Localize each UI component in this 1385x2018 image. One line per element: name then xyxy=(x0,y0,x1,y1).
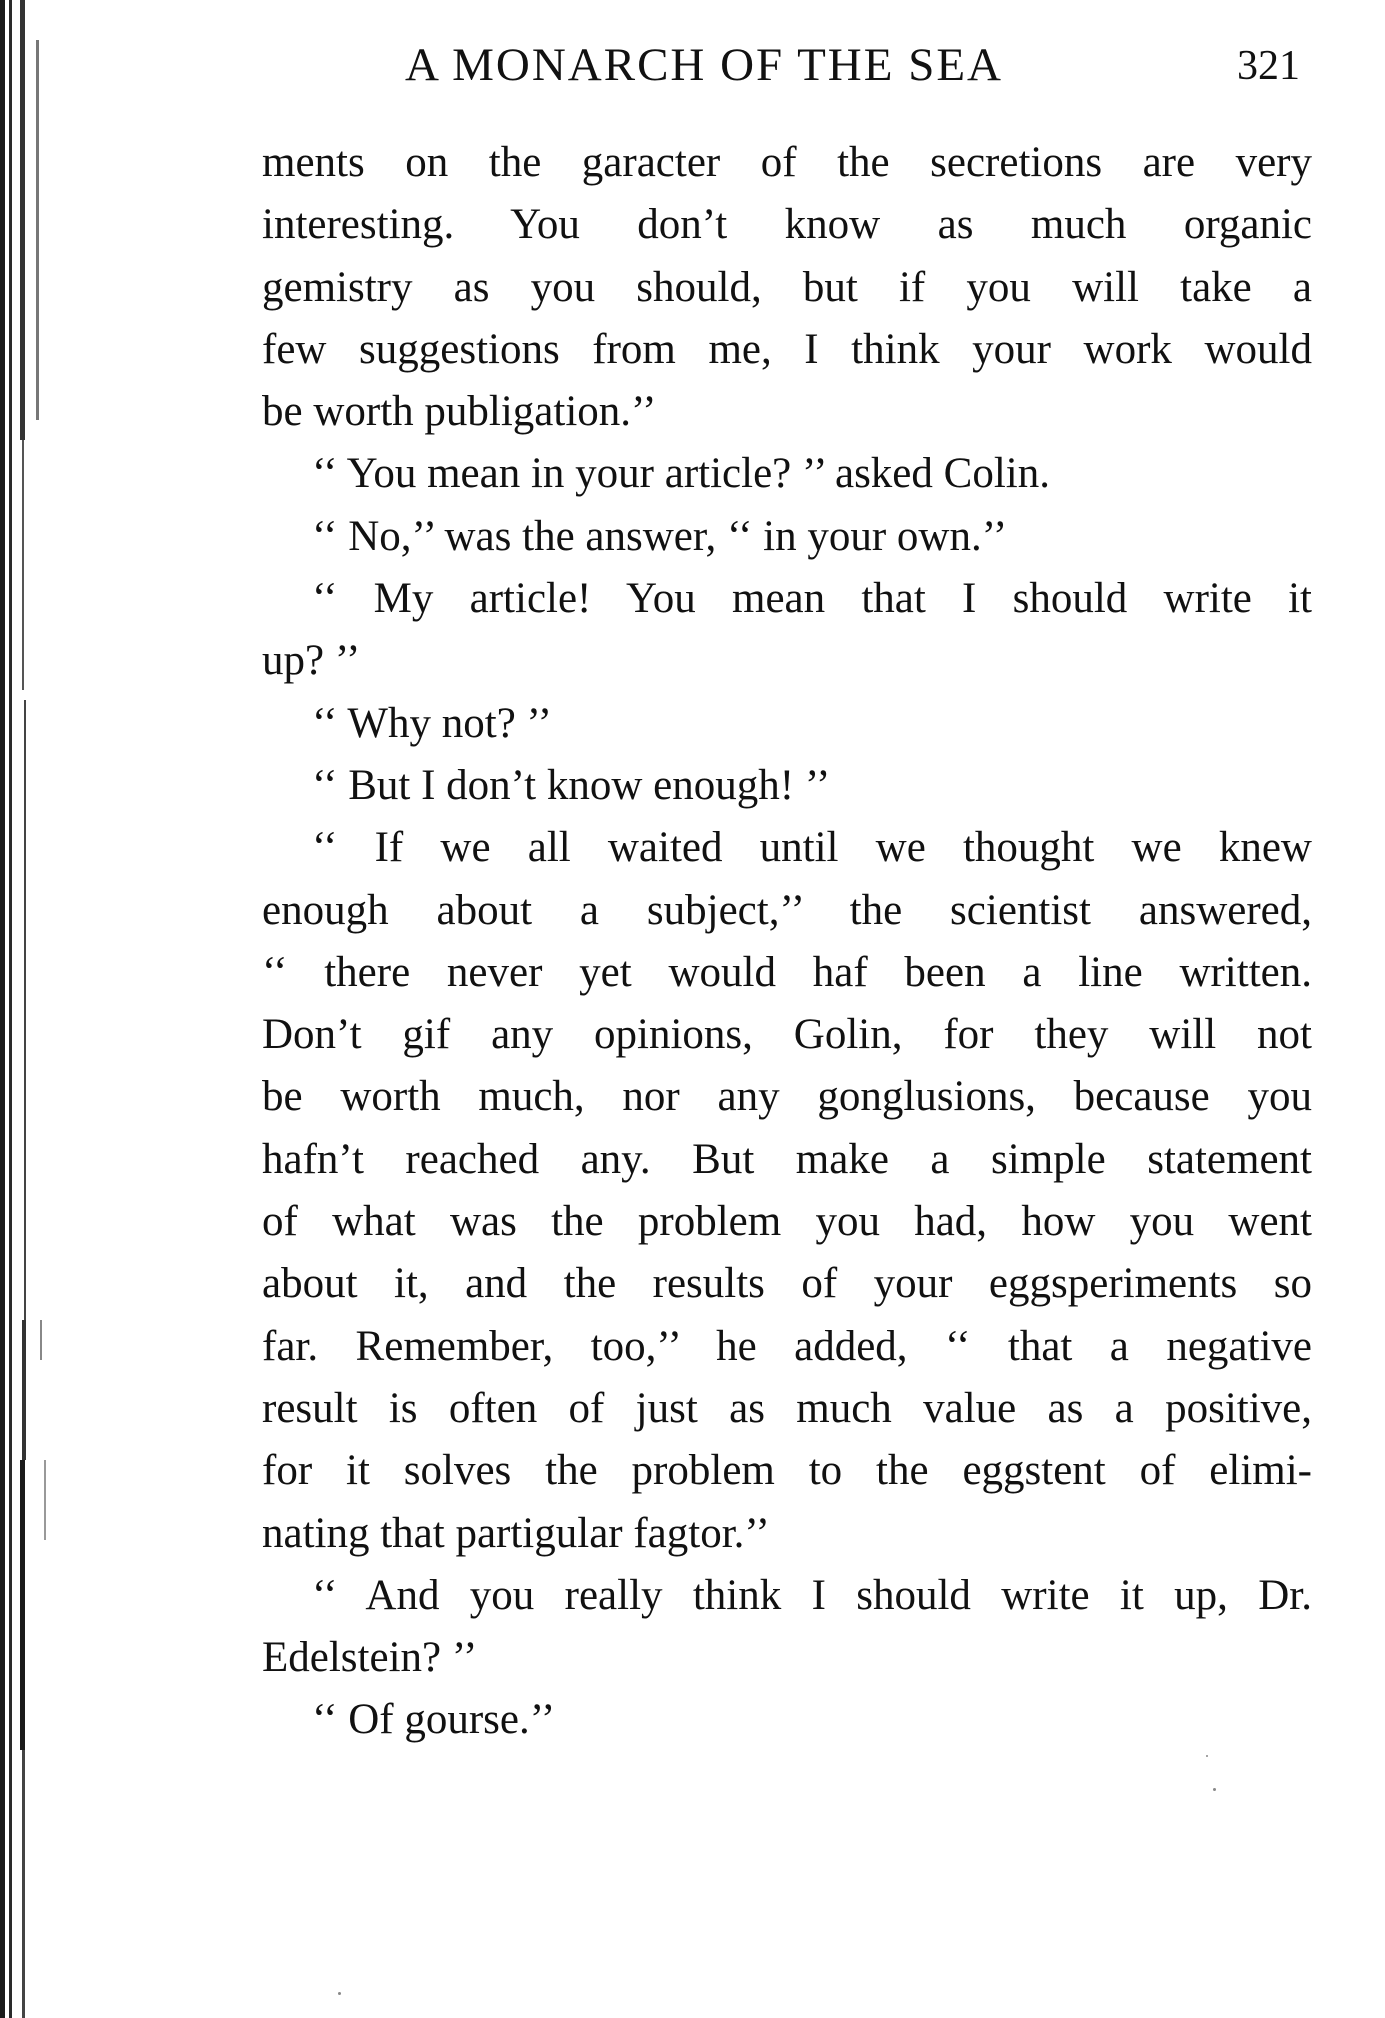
text-line: ‘‘ You mean in your article? ’’ asked Colin. xyxy=(312,450,1050,498)
text-line: Edelstein? ’’ xyxy=(262,1634,478,1682)
binding-edge xyxy=(0,0,70,2018)
page-header xyxy=(405,38,1315,108)
paper-speck xyxy=(338,1992,341,1995)
text-line: ‘‘ If we all waited until we thought we knew xyxy=(312,824,1312,872)
text-line: ‘‘ My article! You mean that I should write it xyxy=(312,575,1312,623)
text-line: ‘‘ But I don’t know enough! ’’ xyxy=(312,761,831,809)
text-line: ments on the garacter of the secretions are very xyxy=(262,139,1312,186)
text-line: interesting. You don’t know as much organic xyxy=(262,201,1312,249)
text-line: ‘‘ Why not? ’’ xyxy=(312,699,552,747)
text-line: ‘‘ No,’’ was the answer, ‘‘ in your own.’’ xyxy=(312,512,1008,560)
running-title: A MONARCH OF THE SEA xyxy=(405,39,1003,91)
text-line: far. Remember, too,’’ he added, ‘‘ that a negative xyxy=(262,1322,1312,1370)
text-line: few suggestions from me, I think your work would xyxy=(262,325,1312,373)
text-line: ‘‘ Of gourse.’’ xyxy=(312,1696,556,1744)
text-line: hafn’t reached any. But make a simple statement xyxy=(262,1135,1312,1183)
paper-speck xyxy=(1206,1755,1208,1757)
text-line: up? ’’ xyxy=(262,637,361,685)
text-line: be worth much, nor any gonglusions, because you xyxy=(262,1073,1312,1121)
text-line: ‘‘ And you really think I should write it up, Dr. xyxy=(312,1571,1312,1619)
page-number: 321 xyxy=(1237,43,1300,89)
text-line: nating that partigular fagtor.’’ xyxy=(262,1509,770,1557)
text-line: about it, and the results of your eggsperiments so xyxy=(262,1260,1312,1308)
paper-speck xyxy=(1213,1788,1216,1791)
text-line: gemistry as you should, but if you will take a xyxy=(262,263,1312,311)
text-line: result is often of just as much value as a positive, xyxy=(262,1384,1312,1432)
text-line: be worth publigation.’’ xyxy=(262,388,657,436)
text-line: Don’t gif any opinions, Golin, for they will not xyxy=(262,1011,1312,1059)
text-line: enough about a subject,’’ the scientist answered, xyxy=(262,886,1312,934)
text-line: of what was the problem you had, how you went xyxy=(262,1198,1312,1246)
text-line: ‘‘ there never yet would haf been a line written. xyxy=(262,948,1312,996)
body-text xyxy=(262,132,1312,1752)
text-line: for it solves the problem to the eggstent of elimi- xyxy=(262,1447,1312,1495)
